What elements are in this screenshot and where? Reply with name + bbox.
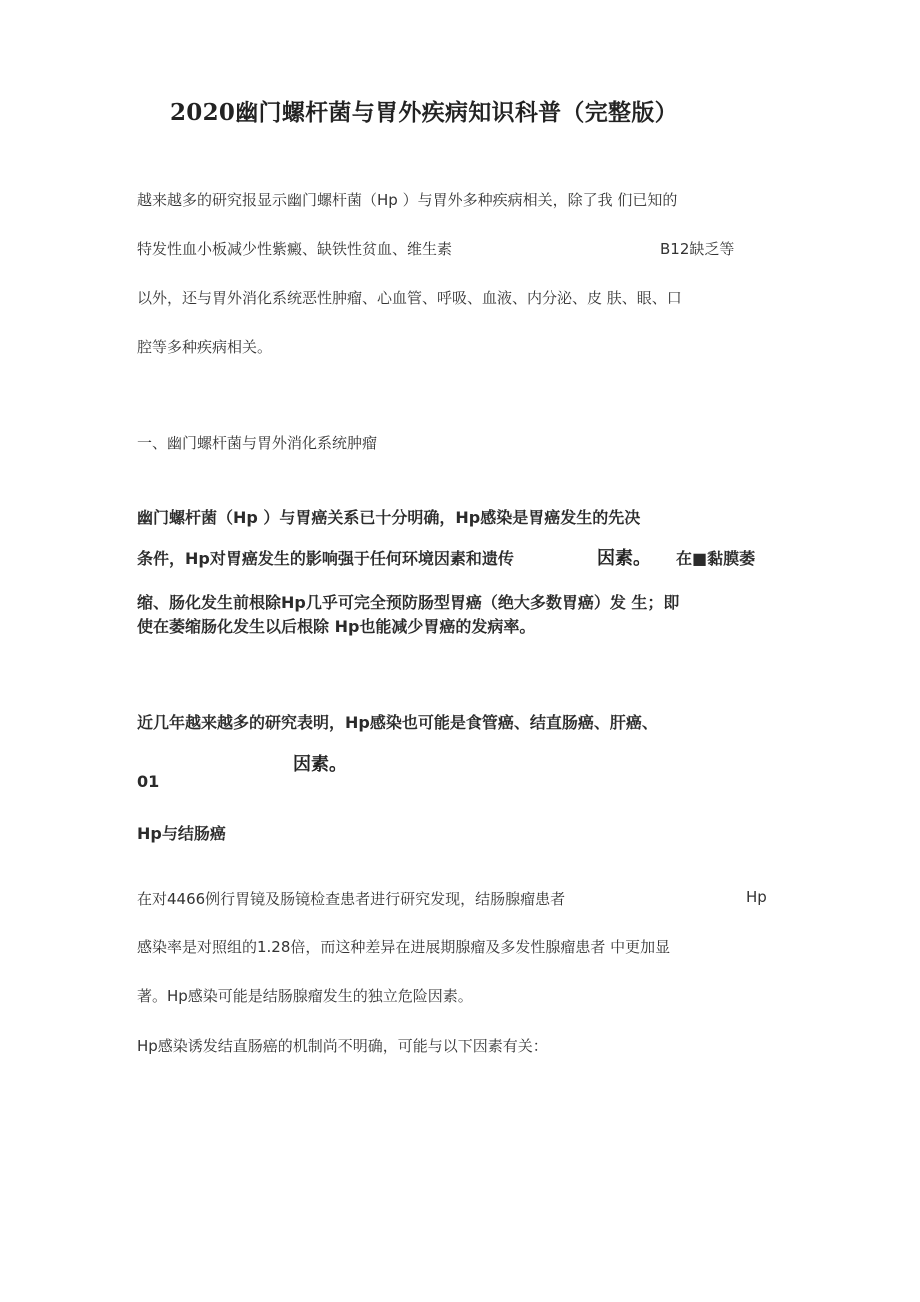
section-1-para-1-line-2b: 因素。 [597, 548, 651, 569]
section-1-para-1-line-2c: 在■黏膜萎 [676, 549, 756, 568]
intro-line-1: 越来越多的研究报显示幽门螺杆菌（Hp ）与胃外多种疾病相关，除了我 们已知的 [137, 191, 678, 209]
subsection-para-1-line-3: 著。Hp感染可能是结肠腺瘤发生的独立危险因素。 [137, 987, 473, 1005]
intro-line-2b: B12缺乏等 [660, 240, 735, 258]
section-1-para-2-line-2: 因素。 [293, 754, 347, 775]
section-1-para-1-line-1: 幽门螺杆菌（Hp ）与胃癌关系已十分明确，Hp感染是胃癌发生的先决 [137, 508, 641, 527]
section-1-para-1-line-2a: 条件，Hp对胃癌发生的影响强于任何环境因素和遗传 [137, 549, 514, 568]
section-1-para-1-line-4: 使在萎缩肠化发生以后根除 Hp也能减少胃癌的发病率。 [137, 617, 536, 636]
section-1-para-2-line-1: 近几年越来越多的研究表明，Hp感染也可能是食管癌、结直肠癌、肝癌、 [137, 713, 658, 732]
subsection-para-1-line-1b: Hp [746, 888, 767, 906]
intro-line-4: 腔等多种疾病相关。 [137, 338, 273, 356]
section-1-heading: 一、幽门螺杆菌与胃外消化系统肿瘤 [137, 434, 378, 452]
subsection-para-1-line-2: 感染率是对照组的1.28倍，而这种差异在进展期腺瘤及多发性腺瘤患者 中更加显 [137, 938, 671, 956]
subsection-heading: Hp与结肠癌 [137, 824, 226, 843]
subsection-para-1-line-1a: 在对4466例行胃镜及肠镜检查患者进行研究发现，结肠腺瘤患者 [137, 890, 566, 908]
subsection-para-2: Hp感染诱发结直肠癌的机制尚不明确，可能与以下因素有关： [137, 1037, 548, 1055]
intro-line-2a: 特发性血小板减少性紫癜、缺铁性贫血、维生素 [137, 240, 453, 258]
intro-line-3: 以外，还与胃外消化系统恶性肿瘤、心血管、呼吸、血液、内分泌、皮 肤、眼、口 [137, 289, 682, 307]
document-title: 2020幽门螺杆菌与胃外疾病知识科普（完整版） [170, 99, 678, 126]
section-1-para-1-line-3: 缩、肠化发生前根除Hp几乎可完全预防肠型胃癌（绝大多数胃癌）发 生；即 [137, 593, 680, 612]
subsection-number: 01 [137, 772, 160, 791]
